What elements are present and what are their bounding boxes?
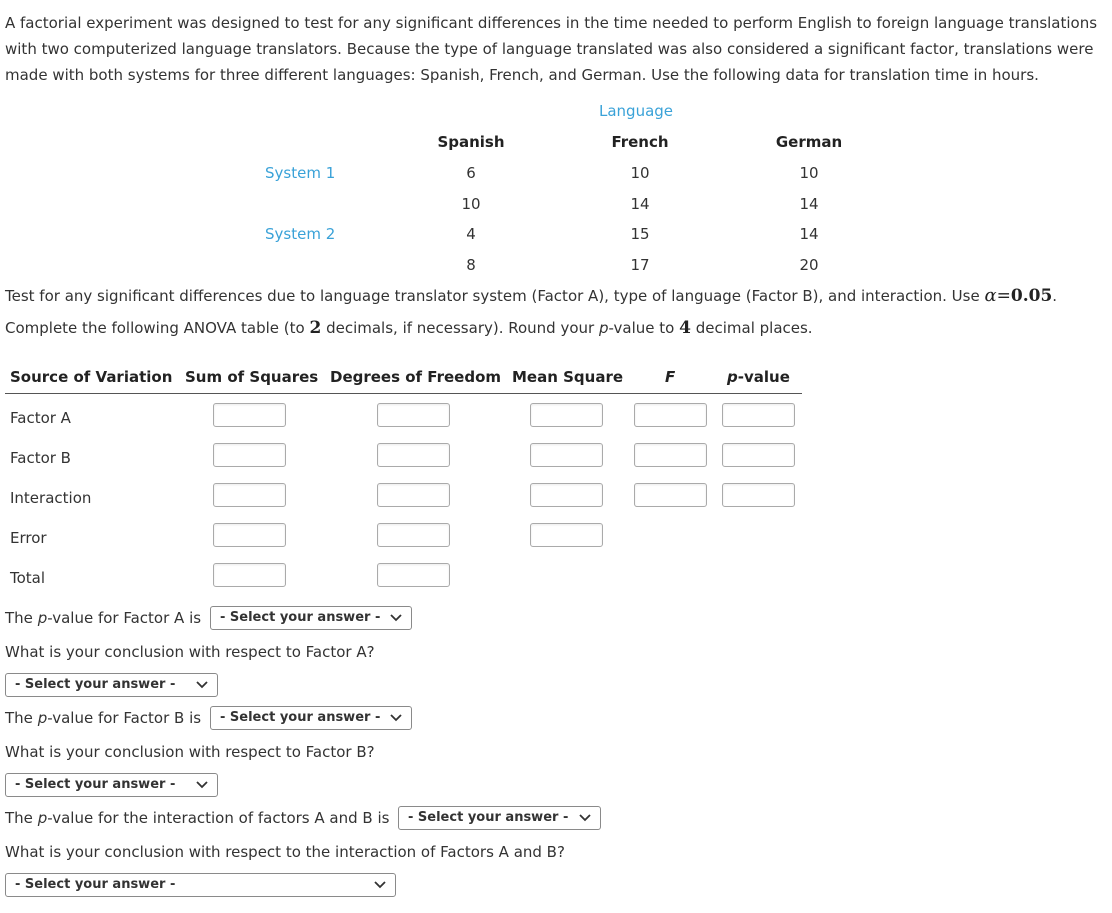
- p-italic: p: [598, 319, 609, 337]
- intro-line-1: A factorial experiment was designed to test for any significant differences in the time needed to perform English to foreign language translations: [5, 14, 1098, 32]
- header-pvalue-suffix: -value: [737, 368, 790, 386]
- data-cell: 17: [630, 256, 650, 274]
- header-divider: [5, 393, 802, 394]
- row-label-system-1: System 1: [265, 164, 336, 182]
- places-number: 4: [679, 318, 691, 338]
- complete-instruction: [5, 318, 813, 338]
- pvalue-factor-b-select[interactable]: [210, 706, 412, 730]
- chevron-down-icon: [390, 607, 402, 622]
- conclusion-interaction-select[interactable]: [5, 873, 396, 897]
- row-label-system-2: System 2: [265, 225, 336, 243]
- data-cell: 14: [630, 195, 650, 213]
- factor-b-df-input[interactable]: [377, 443, 450, 467]
- q3-prefix: The: [5, 709, 33, 727]
- problem-statement: [5, 10, 1107, 88]
- select-text: - Select your answer -: [220, 610, 381, 625]
- equals-sign: =: [996, 286, 1011, 306]
- question-pvalue-factor-b: [5, 709, 201, 727]
- chevron-down-icon: [390, 707, 402, 722]
- factor-b-f-input[interactable]: [634, 443, 707, 467]
- chevron-down-icon: [579, 807, 591, 822]
- complete-text-1: Complete the following ANOVA table (to: [5, 319, 305, 337]
- alpha-value: 0.05: [1010, 286, 1053, 306]
- question-pvalue-factor-a: [5, 609, 201, 627]
- data-cell: 6: [466, 164, 476, 182]
- q3-p: p: [37, 709, 48, 727]
- header-sum-of-squares: Sum of Squares: [185, 368, 319, 386]
- conclusion-factor-a-select[interactable]: [5, 673, 218, 697]
- data-cell: 10: [461, 195, 481, 213]
- interaction-df-input[interactable]: [377, 483, 450, 507]
- test-text: Test for any significant differences due to language translator system (Factor A), type of language (Factor B), and interaction. Use: [5, 287, 980, 305]
- question-conclusion-factor-a: What is your conclusion with respect to Factor A?: [5, 643, 375, 661]
- col-header-spanish: Spanish: [437, 133, 505, 151]
- factor-a-ms-input[interactable]: [530, 403, 603, 427]
- factor-a-ss-input[interactable]: [213, 403, 286, 427]
- row-label-interaction: Interaction: [10, 489, 92, 507]
- language-factor-label: Language: [599, 102, 674, 120]
- select-text: - Select your answer -: [15, 777, 176, 792]
- chevron-down-icon: [196, 774, 208, 789]
- data-cell: 4: [466, 225, 476, 243]
- select-text: - Select your answer -: [15, 877, 176, 892]
- error-ss-input[interactable]: [213, 523, 286, 547]
- row-label-error: Error: [10, 529, 47, 547]
- interaction-ms-input[interactable]: [530, 483, 603, 507]
- data-cell: 10: [799, 164, 819, 182]
- q1-prefix: The: [5, 609, 33, 627]
- q5-suffix: -value for the interaction of factors A and B is: [47, 809, 390, 827]
- test-instruction: [5, 285, 1057, 306]
- question-conclusion-interaction: What is your conclusion with respect to the interaction of Factors A and B?: [5, 843, 565, 861]
- period: .: [1052, 287, 1058, 305]
- complete-text-4: decimal places.: [695, 319, 813, 337]
- interaction-pvalue-input[interactable]: [722, 483, 795, 507]
- interaction-f-input[interactable]: [634, 483, 707, 507]
- complete-text-3: -value to: [608, 319, 675, 337]
- row-label-factor-b: Factor B: [10, 449, 71, 467]
- q3-suffix: -value for Factor B is: [47, 709, 202, 727]
- data-cell: 8: [466, 256, 476, 274]
- error-df-input[interactable]: [377, 523, 450, 547]
- factor-a-df-input[interactable]: [377, 403, 450, 427]
- pvalue-factor-a-select[interactable]: [210, 606, 412, 630]
- data-cell: 14: [799, 195, 819, 213]
- col-header-french: French: [611, 133, 669, 151]
- select-text: - Select your answer -: [408, 810, 569, 825]
- header-f: F: [665, 368, 676, 386]
- question-pvalue-interaction: [5, 809, 389, 827]
- chevron-down-icon: [196, 674, 208, 689]
- interaction-ss-input[interactable]: [213, 483, 286, 507]
- q5-prefix: The: [5, 809, 33, 827]
- header-mean-square: Mean Square: [512, 368, 624, 386]
- conclusion-factor-b-select[interactable]: [5, 773, 218, 797]
- factor-b-pvalue-input[interactable]: [722, 443, 795, 467]
- data-cell: 15: [630, 225, 650, 243]
- data-cell: 10: [630, 164, 650, 182]
- header-source: Source of Variation: [10, 368, 173, 386]
- intro-line-3: made with both systems for three different languages: Spanish, French, and German. Use the following data for translation time in hours.: [5, 66, 1039, 84]
- chevron-down-icon: [374, 874, 386, 889]
- total-df-input[interactable]: [377, 563, 450, 587]
- factor-a-pvalue-input[interactable]: [722, 403, 795, 427]
- data-cell: 20: [799, 256, 819, 274]
- row-label-factor-a: Factor A: [10, 409, 71, 427]
- factor-b-ms-input[interactable]: [530, 443, 603, 467]
- decimals-number: 2: [309, 318, 322, 338]
- q1-p: p: [37, 609, 48, 627]
- select-text: - Select your answer -: [220, 710, 381, 725]
- pvalue-interaction-select[interactable]: [398, 806, 601, 830]
- q5-p: p: [37, 809, 48, 827]
- header-p-italic: p: [727, 368, 738, 386]
- question-conclusion-factor-b: What is your conclusion with respect to Factor B?: [5, 743, 375, 761]
- alpha-symbol: α: [984, 285, 997, 306]
- error-ms-input[interactable]: [530, 523, 603, 547]
- complete-text-2: decimals, if necessary). Round your: [326, 319, 595, 337]
- header-p-value: [727, 368, 790, 386]
- header-degrees-of-freedom: Degrees of Freedom: [330, 368, 502, 386]
- data-cell: 14: [799, 225, 819, 243]
- total-ss-input[interactable]: [213, 563, 286, 587]
- select-text: - Select your answer -: [15, 677, 176, 692]
- col-header-german: German: [775, 133, 843, 151]
- factor-b-ss-input[interactable]: [213, 443, 286, 467]
- intro-line-2: with two computerized language translators. Because the type of language translated was also considered a significant factor, translations were: [5, 40, 1094, 58]
- factor-a-f-input[interactable]: [634, 403, 707, 427]
- q1-suffix: -value for Factor A is: [47, 609, 202, 627]
- row-label-total: Total: [10, 569, 46, 587]
